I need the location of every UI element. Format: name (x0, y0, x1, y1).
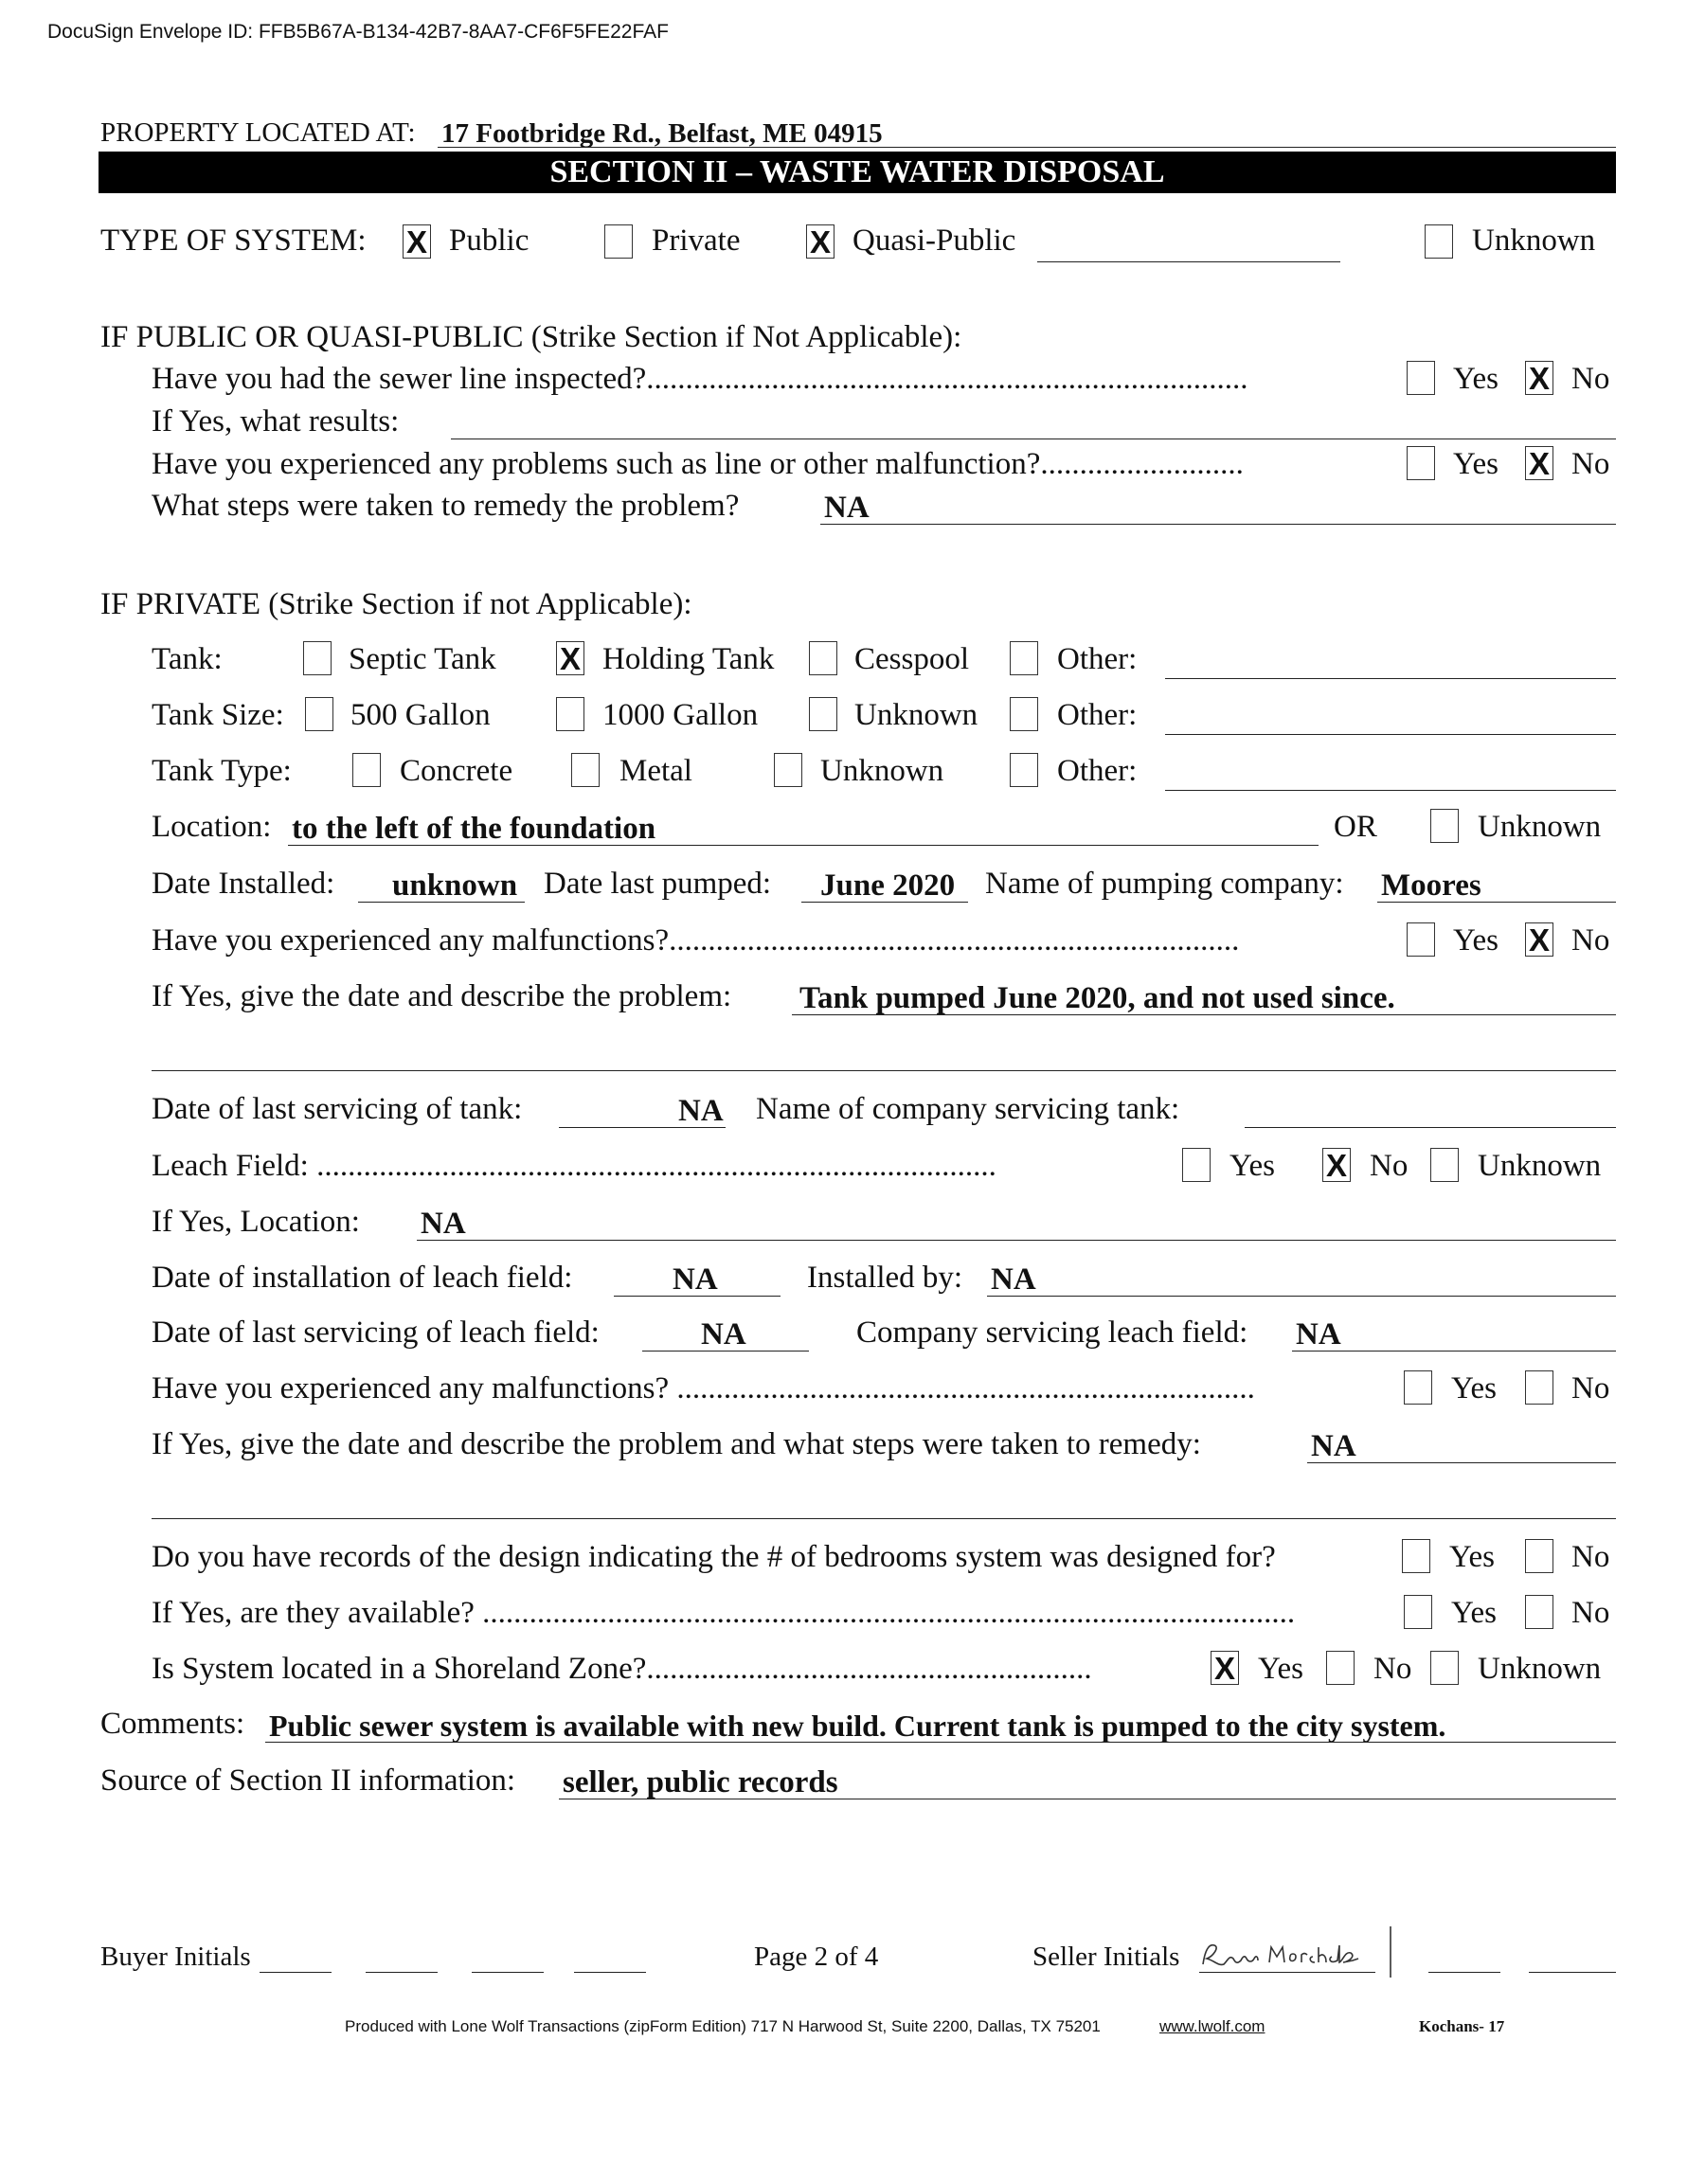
shoreland-no-checkbox[interactable] (1326, 1651, 1355, 1685)
septic-tank-checkbox[interactable] (303, 641, 332, 675)
quasi-public-line (1037, 261, 1340, 262)
type-unknown-checkbox[interactable] (774, 753, 802, 787)
malfunctions-yes-checkbox[interactable] (1407, 922, 1435, 957)
size-other-label: Other: (1057, 698, 1138, 732)
installed-by-value: NA (991, 1262, 1036, 1297)
leach-unknown-checkbox[interactable] (1430, 1148, 1459, 1182)
malfunctions-2-question: Have you experienced any malfunctions? .......................................................................... (152, 1371, 1255, 1405)
last-service-value: NA (678, 1094, 724, 1128)
shoreland-question: Is System located in a Shoreland Zone?......................................................... (152, 1652, 1092, 1686)
yes-label: Yes (1451, 1371, 1498, 1405)
leach-company-value: NA (1296, 1317, 1341, 1352)
seller-initial-line-2[interactable] (1428, 1972, 1500, 1973)
date-pumped-line (801, 902, 968, 903)
remedy-value: NA (824, 491, 870, 525)
yes-label: Yes (1453, 447, 1499, 481)
buyer-initial-line-3[interactable] (472, 1972, 544, 1973)
sewer-inspected-question: Have you had the sewer line inspected?............................................................................. (152, 362, 1248, 396)
tank-size-label: Tank Size: (152, 698, 284, 732)
remedy-2-value: NA (1311, 1429, 1356, 1463)
problem-description-value: Tank pumped June 2020, and not used since. (799, 981, 1395, 1015)
leach-company-label: Company servicing leach field: (856, 1316, 1248, 1350)
line-problems-no-checkbox[interactable]: X (1525, 446, 1553, 480)
size-other-checkbox[interactable] (1010, 697, 1038, 731)
remedy-question: What steps were taken to remedy the problem? (152, 489, 740, 523)
source-label: Source of Section II information: (100, 1763, 516, 1798)
system-type-label: TYPE OF SYSTEM: (100, 224, 367, 258)
line-problems-yes-checkbox[interactable] (1407, 446, 1435, 480)
private-checkbox[interactable] (604, 224, 633, 259)
remedy-2-line (1307, 1462, 1616, 1463)
public-section-heading: IF PUBLIC OR QUASI-PUBLIC (Strike Section if Not Applicable): (100, 320, 962, 354)
date-pumped-label: Date last pumped: (544, 867, 772, 901)
quasi-public-checkbox[interactable]: X (806, 224, 835, 259)
no-label: No (1571, 1596, 1610, 1630)
remedy-2-line-2 (152, 1518, 1616, 1519)
leach-service-line (642, 1351, 809, 1352)
envelope-id: DocuSign Envelope ID: FFB5B67A-B134-42B7-8AA7-CF6F5FE22FAF (47, 21, 669, 43)
problem-description-line (792, 1014, 1616, 1015)
no-label: No (1571, 1540, 1610, 1574)
private-section-heading: IF PRIVATE (Strike Section if not Applicable): (100, 587, 692, 621)
leach-install-value: NA (673, 1262, 718, 1297)
tank-other-line (1165, 678, 1616, 679)
leach-field-label: Leach Field: ....................................................................................... (152, 1149, 996, 1183)
size-1000-checkbox[interactable] (556, 697, 584, 731)
buyer-initial-line-1[interactable] (260, 1972, 332, 1973)
sewer-inspected-yes-checkbox[interactable] (1407, 361, 1435, 395)
property-label: PROPERTY LOCATED AT: (100, 117, 416, 148)
source-value: seller, public records (563, 1765, 838, 1799)
unknown-system-checkbox[interactable] (1425, 224, 1453, 259)
location-line (288, 845, 1319, 846)
septic-tank-label: Septic Tank (349, 642, 496, 676)
shoreland-yes-checkbox[interactable]: X (1211, 1651, 1239, 1685)
date-installed-label: Date Installed: (152, 867, 335, 901)
buyer-initials-label: Buyer Initials (100, 1942, 251, 1972)
public-checkbox[interactable]: X (403, 224, 431, 259)
leach-company-line (1292, 1351, 1616, 1352)
date-installed-value: unknown (392, 868, 518, 903)
pump-company-label: Name of pumping company: (985, 867, 1344, 901)
or-label: OR (1334, 810, 1377, 844)
holding-tank-label: Holding Tank (602, 642, 775, 676)
unknown-label: Unknown (1478, 1652, 1602, 1686)
records-yes-checkbox[interactable] (1402, 1539, 1430, 1573)
leach-location-line (417, 1240, 1616, 1241)
pump-company-line (1377, 902, 1616, 903)
records-available-question: If Yes, are they available? ........................................................................................................ (152, 1596, 1296, 1630)
seller-initial-line-3[interactable] (1529, 1972, 1616, 1973)
comments-line (265, 1742, 1616, 1743)
no-label: No (1571, 447, 1610, 481)
malfunctions-no-checkbox[interactable]: X (1525, 922, 1553, 957)
leach-service-label: Date of last servicing of leach field: (152, 1316, 600, 1350)
last-service-label: Date of last servicing of tank: (152, 1092, 523, 1126)
malfunctions-question: Have you experienced any malfunctions?......................................................................... (152, 923, 1240, 958)
concrete-checkbox[interactable] (352, 753, 381, 787)
type-other-checkbox[interactable] (1010, 753, 1038, 787)
leach-service-value: NA (701, 1317, 746, 1352)
yes-label: Yes (1449, 1540, 1496, 1574)
size-500-label: 500 Gallon (350, 698, 491, 732)
sewer-inspected-no-checkbox[interactable]: X (1525, 361, 1553, 395)
seller-initials-label: Seller Initials (1032, 1942, 1180, 1972)
cesspool-checkbox[interactable] (809, 641, 837, 675)
type-unknown-label: Unknown (820, 754, 944, 788)
yes-label: Yes (1229, 1149, 1276, 1183)
tank-type-label: Tank Type: (152, 754, 292, 788)
tank-other-label: Other: (1057, 642, 1138, 676)
location-value: to the left of the foundation (292, 812, 656, 846)
no-label: No (1373, 1652, 1412, 1686)
type-other-line (1165, 790, 1616, 791)
comments-label: Comments: (100, 1707, 245, 1741)
leach-no-checkbox[interactable]: X (1322, 1148, 1351, 1182)
public-option-label: Public (449, 224, 529, 258)
no-label: No (1571, 1371, 1610, 1405)
private-option-label: Private (652, 224, 741, 258)
location-unknown-checkbox[interactable] (1430, 809, 1459, 843)
no-label: No (1370, 1149, 1409, 1183)
problem-description-line-2 (152, 1070, 1616, 1071)
cesspool-label: Cesspool (854, 642, 970, 676)
leach-install-label: Date of installation of leach field: (152, 1261, 573, 1295)
problem-description-question: If Yes, give the date and describe the problem: (152, 979, 732, 1013)
buyer-initial-line-2[interactable] (366, 1972, 438, 1973)
yes-label: Yes (1258, 1652, 1304, 1686)
section-title-bar: SECTION II – WASTE WATER DISPOSAL (99, 152, 1616, 193)
line-problems-question: Have you experienced any problems such as line or other malfunction?.......................... (152, 447, 1244, 481)
location-unknown-label: Unknown (1478, 810, 1602, 844)
installed-by-label: Installed by: (807, 1261, 963, 1295)
malfunctions-2-yes-checkbox[interactable] (1404, 1370, 1432, 1405)
metal-checkbox[interactable] (571, 753, 600, 787)
quasi-public-option-label: Quasi-Public (852, 224, 1016, 258)
date-installed-line (358, 902, 525, 903)
size-unknown-label: Unknown (854, 698, 978, 732)
tank-label: Tank: (152, 642, 223, 676)
shoreland-unknown-checkbox[interactable] (1430, 1651, 1459, 1685)
unknown-label: Unknown (1478, 1149, 1602, 1183)
installed-by-line (987, 1296, 1616, 1297)
records-question: Do you have records of the design indicating the # of bedrooms system was designed for? (152, 1540, 1276, 1574)
date-pumped-value: June 2020 (820, 868, 956, 903)
malfunctions-2-no-checkbox[interactable] (1525, 1370, 1553, 1405)
page-number: Page 2 of 4 (754, 1942, 879, 1972)
buyer-initial-line-4[interactable] (574, 1972, 646, 1973)
leach-install-line (614, 1296, 781, 1297)
pump-company-value: Moores (1381, 868, 1481, 903)
results-question: If Yes, what results: (152, 404, 400, 439)
service-company-label: Name of company servicing tank: (756, 1092, 1180, 1126)
size-other-line (1165, 734, 1616, 735)
holding-tank-checkbox[interactable]: X (556, 641, 584, 675)
seller-signature-initials (1195, 1923, 1394, 1979)
produced-with-text: Produced with Lone Wolf Transactions (zipForm Edition) 717 N Harwood St, Suite 2200, Dallas, TX 75201 (345, 2017, 1101, 2035)
metal-label: Metal (619, 754, 692, 788)
yes-label: Yes (1453, 923, 1499, 958)
document-name: Kochans- 17 (1419, 2017, 1505, 2035)
property-address: 17 Footbridge Rd., Belfast, ME 04915 (441, 118, 883, 149)
yes-label: Yes (1453, 362, 1499, 396)
size-1000-label: 1000 Gallon (602, 698, 759, 732)
records-no-checkbox[interactable] (1525, 1539, 1553, 1573)
leach-yes-checkbox[interactable] (1182, 1148, 1211, 1182)
yes-label: Yes (1451, 1596, 1498, 1630)
available-yes-checkbox[interactable] (1404, 1595, 1432, 1629)
remedy-2-question: If Yes, give the date and describe the problem and what steps were taken to remedy: (152, 1427, 1201, 1461)
remedy-line (820, 524, 1616, 525)
location-label: Location: (152, 810, 272, 844)
concrete-label: Concrete (400, 754, 513, 788)
type-other-label: Other: (1057, 754, 1138, 788)
property-address-line (438, 147, 1616, 148)
last-service-line (559, 1127, 726, 1128)
no-label: No (1571, 923, 1610, 958)
size-500-checkbox[interactable] (305, 697, 333, 731)
leach-location-value: NA (421, 1207, 466, 1241)
comments-value: Public sewer system is available with new build. Current tank is pumped to the city system. (269, 1709, 1446, 1743)
unknown-system-label: Unknown (1472, 224, 1596, 258)
tank-other-checkbox[interactable] (1010, 641, 1038, 675)
leach-location-label: If Yes, Location: (152, 1205, 360, 1239)
available-no-checkbox[interactable] (1525, 1595, 1553, 1629)
service-company-line (1245, 1127, 1616, 1128)
no-label: No (1571, 362, 1610, 396)
lwolf-link[interactable]: www.lwolf.com (1159, 2017, 1265, 2035)
size-unknown-checkbox[interactable] (809, 697, 837, 731)
